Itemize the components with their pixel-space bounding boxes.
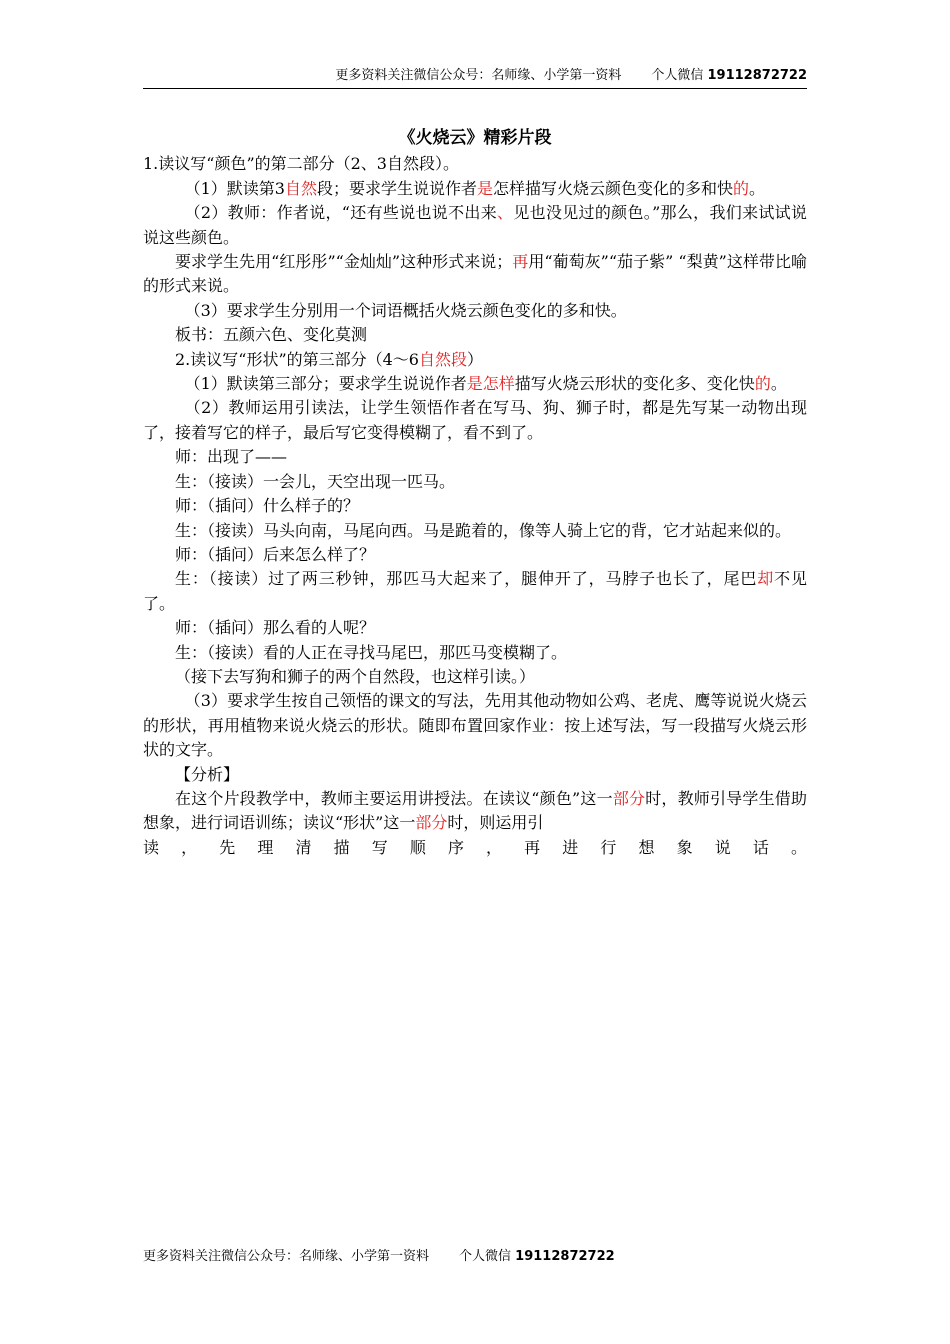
dialogue-line: 生：（接读）过了两三秒钟，那匹马大起来了，腿伸开了，马脖子也长了，尾巴却不见了。 — [143, 569, 807, 613]
page-title: 《火烧云》精彩片段 — [398, 128, 552, 148]
dialogue-line: 师：（插问）什么样子的？ — [175, 496, 360, 516]
dialogue-line: 生：（接读）看的人正在寻找马尾巴，那匹马变模糊了。 — [175, 642, 568, 662]
page-header — [143, 66, 807, 89]
page-footer — [143, 1245, 615, 1264]
dialogue-line: 师：出现了—— — [175, 447, 288, 467]
dialogue-note: （接下去写狗和狮子的两个自然段，也这样引读。） — [175, 666, 536, 686]
dialogue-line: 生：（接读）马头向南，马尾向西。马是跪着的，像等人骑上它的背，它才站起来似的。 — [175, 520, 792, 540]
document-body — [143, 126, 807, 860]
footer-source: 更多资料关注微信公众号：名师缘、小学第一资料 — [143, 1249, 430, 1264]
header-wechat-number: 19112872722 — [707, 68, 807, 83]
paragraph-3: 要求学生先用“红彤彤”“金灿灿”这种形式来说；再用“葡萄灰”“茄子紫” “梨黄”这样带比喻的形式来说。 — [143, 252, 807, 296]
paragraph-1: （1）默读第3自然段；要求学生说说作者是怎样描写火烧云颜色变化的多和快的。 — [184, 178, 766, 198]
paragraph-2: （2）教师：作者说，“还有些说也说不出来、见也没见过的颜色。”那么，我们来试试说说这些颜色。 — [143, 203, 807, 247]
paragraph-4: （3）要求学生分别用一个词语概括火烧云颜色变化的多和快。 — [184, 300, 627, 320]
paragraph-6: （1）默读第三部分；要求学生说说作者是怎样描写火烧云形状的变化多、变化快的。 — [184, 374, 787, 394]
section-2-heading: 2.读议写“形状”的第三部分（4～6自然段） — [175, 349, 484, 369]
paragraph-8: （3）要求学生按自己领悟的课文的写法，先用其他动物如公鸡、老虎、鹰等说说火烧云的形状，再用植物来说火烧云的形状。随即布置回家作业：按上述写法，写一段描写火烧云形状的文字。 — [143, 691, 807, 760]
analysis-heading: 【分析】 — [175, 764, 240, 784]
header-source: 更多资料关注微信公众号：名师缘、小学第一资料 — [335, 68, 622, 83]
dialogue-line: 师：（插问）后来怎么样了？ — [175, 544, 376, 564]
dialogue-line: 生：（接读）一会儿，天空出现一匹马。 — [175, 471, 456, 491]
section-1-heading: 1.读议写“颜色”的第二部分（2、3自然段）。 — [143, 154, 459, 174]
footer-wechat-number: 19112872722 — [515, 1249, 615, 1264]
footer-wechat-label: 个人微信 — [459, 1249, 512, 1264]
dialogue-line: 师：（插问）那么看的人呢？ — [175, 618, 376, 638]
analysis-paragraph: 在这个片段教学中，教师主要运用讲授法。在读议“颜色”这一部分时，教师引导学生借助想象，进行词语训练；读议“形状”这一部分时，则运用引 — [143, 788, 807, 833]
analysis-last-line: 读 ， 先 理 清 描 写 顺 序 ， 再 进 行 想 象 说 话 。 — [143, 837, 807, 857]
header-wechat-label: 个人微信 — [651, 68, 704, 83]
paragraph-7: （2）教师运用引读法，让学生领悟作者在写马、狗、狮子时，都是先写某一动物出现了，接着写它的样子，最后写它变得模糊了，看不到了。 — [143, 398, 807, 442]
blackboard-note: 板书：五颜六色、变化莫测 — [175, 325, 368, 345]
